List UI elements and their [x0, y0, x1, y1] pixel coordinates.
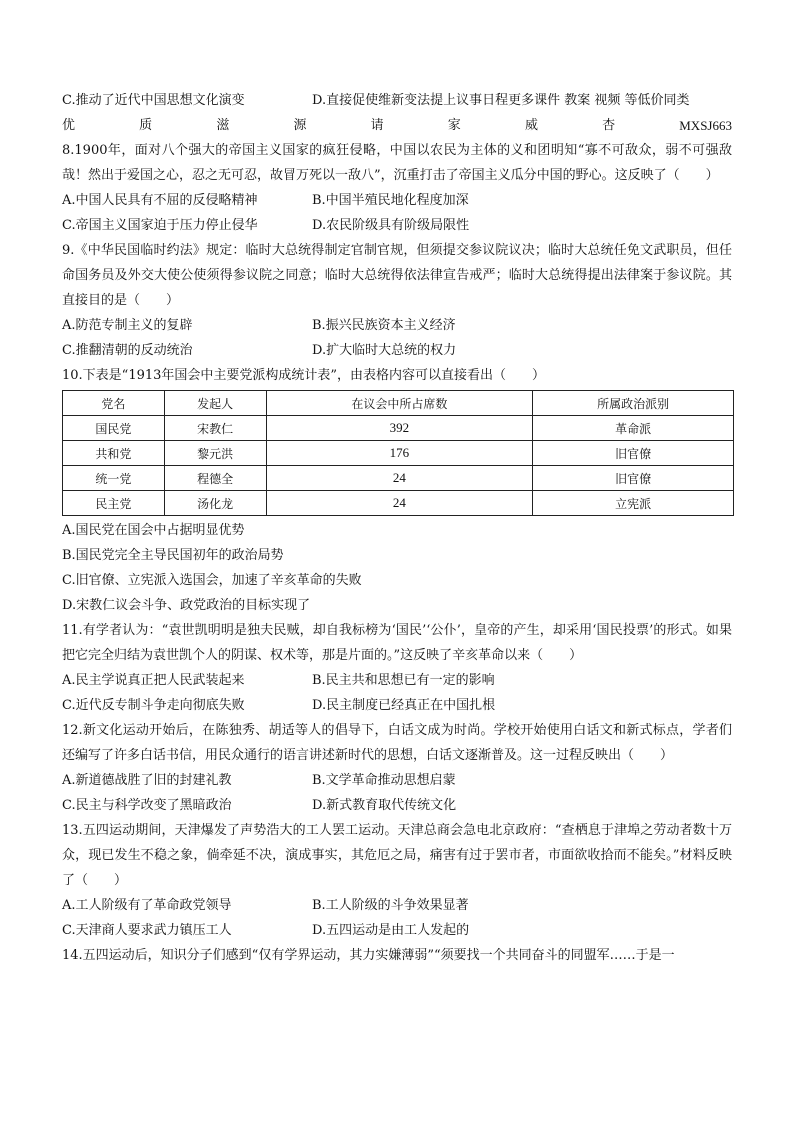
question-9-option-d: D.扩大临时大总统的权力	[312, 343, 457, 358]
exam-page	[62, 88, 732, 968]
table-header: 党名	[63, 391, 165, 416]
question-12-options-ab	[62, 768, 732, 793]
question-13-stem: 13.五四运动期间，天津爆发了声势浩大的工人罢工运动。天津总商会急电北京政府：“查栖息于津埠之劳动者数十万众，现已发生不稳之象，倘牵延不决，演成事实，其危厄之局，痛害有过于罢市者，市面欲收拾而不能矣。”材料反映了（ ）	[62, 823, 732, 888]
ad-char: 质	[139, 118, 153, 133]
ad-char: 滋	[216, 118, 230, 133]
question-11-option-d: D.民主制度已经真正在中国扎根	[312, 698, 496, 713]
ad-code: MXSJ663	[679, 118, 732, 133]
ad-line	[62, 113, 732, 138]
table-cell: 民主党	[63, 491, 165, 516]
question-10-stem: 10.下表是“1913年国会中主要党派构成统计表”，由表格内容可以直接看出（ ）	[62, 368, 546, 383]
question-13-options-cd	[62, 918, 732, 943]
table-header: 在议会中所占席数	[266, 391, 533, 416]
question-9-option-a: A.防范专制主义的复辟	[62, 318, 193, 333]
question-11-options-ab	[62, 668, 732, 693]
question-13-options-ab	[62, 893, 732, 918]
ad-char: 威	[524, 118, 538, 133]
table-cell: 旧官僚	[533, 441, 734, 466]
table-cell: 汤化龙	[164, 491, 266, 516]
table-header: 所属政治派别	[533, 391, 734, 416]
table-cell: 统一党	[63, 466, 165, 491]
table-row	[63, 441, 734, 466]
question-9-options-cd	[62, 338, 732, 363]
table-row	[63, 491, 734, 516]
table-cell: 宋教仁	[164, 416, 266, 441]
table-cell: 旧官僚	[533, 466, 734, 491]
question-9-stem: 9.《中华民国临时约法》规定：临时大总统得制定官制官规，但须提交参议院议决；临时大总统任免文武职员，但任命国务员及外交大使公使须得参议院之同意；临时大总统得依法律宣告戒严；临时大总统得提出法律案于参议院。其直接目的是（ ）	[62, 243, 732, 308]
question-13-option-b: B.工人阶级的斗争效果显著	[312, 898, 469, 913]
table-cell: 共和党	[63, 441, 165, 466]
question-8-options-cd	[62, 213, 732, 238]
table-cell: 立宪派	[533, 491, 734, 516]
question-10-option-c: C.旧官僚、立宪派入选国会，加速了辛亥革命的失败	[62, 573, 362, 588]
question-8-stem: 8.1900年，面对八个强大的帝国主义国家的疯狂侵略，中国以农民为主体的义和团明知“寡不可敌众，弱不可强敌哉！然出于爱国之心，忍之无可忍，故冒万死以一敌八”，沉重打击了帝国主义瓜分中国的野心。这反映了（ ）	[62, 143, 732, 183]
q7-option-c: C.推动了近代中国思想文化演变	[62, 93, 245, 108]
question-8-option-d: D.农民阶级具有阶级局限性	[312, 218, 470, 233]
table-cell: 革命派	[533, 416, 734, 441]
question-11-option-b: B.民主共和思想已有一定的影响	[312, 673, 495, 688]
question-8-option-c: C.帝国主义国家迫于压力停止侵华	[62, 218, 258, 233]
question-12-stem: 12.新文化运动开始后，在陈独秀、胡适等人的倡导下，白话文成为时尚。学校开始使用白话文和新式标点，学者们还编写了许多白话书信，用民众通行的语言讲述新时代的思想，白话文逐渐普及。这一过程反映出（ ）	[62, 723, 732, 763]
question-13-option-c: C.天津商人要求武力镇压工人	[62, 923, 232, 938]
table-row	[63, 416, 734, 441]
q7-option-d: D.直接促使维新变法提上议事日程更多课件 教案 视频 等低价同类	[312, 93, 690, 108]
table-row	[63, 466, 734, 491]
question-11-stem: 11.有学者认为：“袁世凯明明是独夫民贼，却自我标榜为‘国民’‘公仆’，皇帝的产生，却采用‘国民投票’的形式。如果把它完全归结为袁世凯个人的阴谋、权术等，那是片面的。”这反映了辛亥革命以来（ ）	[62, 623, 732, 663]
ad-char: 家	[447, 118, 461, 133]
ad-char: 源	[293, 118, 307, 133]
question-9-options-ab	[62, 313, 732, 338]
table-header: 发起人	[164, 391, 266, 416]
q7-options-cd	[62, 88, 732, 113]
question-13-option-a: A.工人阶级有了革命政党领导	[62, 898, 232, 913]
question-11-option-c: C.近代反专制斗争走向彻底失败	[62, 698, 245, 713]
table-cell: 黎元洪	[164, 441, 266, 466]
table-cell: 392	[266, 416, 533, 441]
table-cell: 24	[266, 466, 533, 491]
question-14-stem: 14.五四运动后，知识分子们感到“仅有学界运动，其力实嫌薄弱”“须要找一个共同奋斗的同盟军……于是一	[62, 948, 675, 963]
question-13-option-d: D.五四运动是由工人发起的	[312, 923, 470, 938]
question-10-option-d: D.宋教仁议会斗争、政党政治的目标实现了	[62, 598, 311, 613]
ad-char: 杏	[602, 118, 616, 133]
question-12-option-c: C.民主与科学改变了黑暗政治	[62, 798, 232, 813]
question-9-option-c: C.推翻清朝的反动统治	[62, 343, 193, 358]
question-10-option-b: B.国民党完全主导民国初年的政治局势	[62, 548, 284, 563]
question-12-option-d: D.新式教育取代传统文化	[312, 798, 457, 813]
table-cell: 176	[266, 441, 533, 466]
table-header-row	[63, 391, 734, 416]
question-8-options-ab	[62, 188, 732, 213]
ad-char: 优	[62, 118, 76, 133]
question-11-options-cd	[62, 693, 732, 718]
question-11-option-a: A.民主学说真正把人民武装起来	[62, 673, 245, 688]
question-12-option-a: A.新道德战胜了旧的封建礼教	[62, 773, 232, 788]
table-cell: 24	[266, 491, 533, 516]
party-table	[62, 390, 734, 516]
question-10-option-a: A.国民党在国会中占据明显优势	[62, 523, 245, 538]
ad-char: 请	[370, 118, 384, 133]
table-cell: 国民党	[63, 416, 165, 441]
question-9-option-b: B.振兴民族资本主义经济	[312, 318, 456, 333]
question-8-option-a: A.中国人民具有不屈的反侵略精神	[62, 193, 258, 208]
table-cell: 程德全	[164, 466, 266, 491]
question-12-option-b: B.文学革命推动思想启蒙	[312, 773, 456, 788]
question-8-option-b: B.中国半殖民地化程度加深	[312, 193, 469, 208]
question-12-options-cd	[62, 793, 732, 818]
